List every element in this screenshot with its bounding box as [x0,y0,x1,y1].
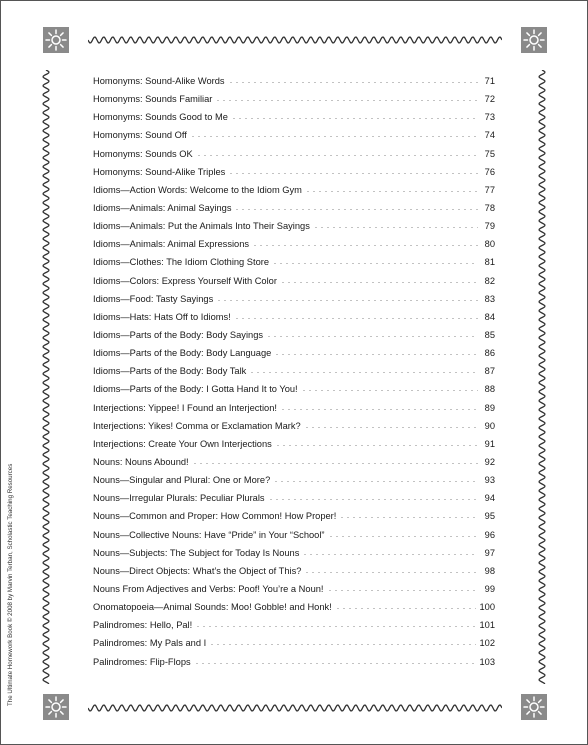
dot-leader [234,209,478,210]
toc-entry [93,544,495,562]
toc-entry-title: Idioms—Parts of the Body: Body Sayings [93,329,264,340]
dot-leader [194,663,477,664]
toc-entry-page: 80 [484,239,495,250]
toc-entry [93,380,495,398]
dot-leader [195,626,476,627]
toc-entry-title: Idioms—Clothes: The Idiom Clothing Store [93,257,270,268]
toc-entry-title: Homonyms: Sounds Good to Me [93,112,228,123]
dot-leader [304,572,478,573]
toc-entry [93,399,495,417]
toc-entry [93,489,495,507]
toc-entry-title: Nouns—Irregular Plurals: Peculiar Plurals [93,493,265,504]
dot-leader [272,263,478,264]
sun-icon [43,694,69,720]
dot-leader [302,554,478,555]
toc-entry-title: Homonyms: Sounds OK [93,148,193,159]
toc-entry [93,507,495,525]
toc-entry-title: Idioms—Animals: Animal Expressions [93,239,250,250]
toc-entry-title: Nouns: Nouns Abound! [93,456,189,467]
toc-entry [93,235,495,253]
toc-entry [93,199,495,217]
toc-entry-title: Homonyms: Sound-Alike Words [93,76,225,86]
dot-leader [190,136,478,137]
toc-entry-title: Homonyms: Sound-Alike Triples [93,166,226,177]
toc-entry-title: Idioms—Parts of the Body: Body Language [93,348,272,359]
toc-entry-title: Homonyms: Sound Off [93,130,187,141]
toc-entry [93,163,495,181]
toc-entry-page: 78 [484,202,495,213]
toc-entry [93,435,495,453]
toc-entry-title: Idioms—Action Words: Welcome to the Idiom Gym [93,184,302,195]
toc-entry-title: Idioms—Animals: Animal Sayings [93,202,232,213]
toc-entry-page: 90 [484,420,495,431]
toc-entry-page: 74 [484,130,495,141]
dot-leader [215,100,478,101]
toc-entry-title: Interjections: Yippee! I Found an Interjection! [93,402,277,413]
toc-entry-title: Homonyms: Sounds Familiar [93,94,213,105]
dot-leader [252,245,478,246]
toc-entry-page: 85 [484,329,495,340]
toc-entry [93,126,495,144]
toc-entry-page: 82 [484,275,495,286]
toc-entry-page: 92 [484,456,495,467]
dot-leader [335,608,477,609]
dot-leader [275,445,478,446]
toc-entry [93,634,495,652]
dot-leader [280,282,478,283]
toc-entry [93,598,495,616]
toc-entry [93,344,495,362]
toc-entry-page: 86 [484,348,495,359]
dot-leader [273,481,478,482]
toc-entry-page: 102 [479,638,495,649]
toc-entry-title: Idioms—Parts of the Body: Body Talk [93,366,247,377]
toc-entry-page: 96 [484,529,495,540]
right-wavy-border [536,70,548,684]
toc-entry-page: 100 [479,602,495,613]
toc-entry [93,616,495,634]
toc-entry-page: 75 [484,148,495,159]
toc-entry-title: Nouns—Common and Proper: How Common! How Proper! [93,511,337,522]
toc-entry [93,145,495,163]
toc-entry-page: 103 [479,656,495,667]
toc-entry-title: Palindromes: Hello, Pal! [93,620,193,631]
dot-leader [266,336,478,337]
toc-entry [93,417,495,435]
toc-entry-page: 83 [484,293,495,304]
toc-entry [93,272,495,290]
toc-entry-title: Idioms—Hats: Hats Off to Idioms! [93,311,231,322]
toc-entry [93,217,495,235]
toc-entry-title: Interjections: Create Your Own Interjections [93,438,272,449]
bottom-wavy-border [88,702,502,714]
toc-entry-title: Nouns From Adjectives and Verbs: Poof! You’re a Noun! [93,583,324,594]
dot-leader [231,118,478,119]
dot-leader [216,300,478,301]
toc-entry-page: 73 [484,112,495,123]
toc-entry-title: Palindromes: Flip-Flops [93,656,191,667]
toc-entry [93,290,495,308]
toc-entry [93,108,495,126]
dot-leader [339,517,478,518]
toc-entry [93,181,495,199]
toc-entry-page: 87 [484,366,495,377]
toc-entry [93,526,495,544]
toc-entry-page: 89 [484,402,495,413]
toc-entry-title: Idioms—Food: Tasty Sayings [93,293,214,304]
dot-leader [228,82,478,83]
toc-entry [93,562,495,580]
dot-leader [192,463,478,464]
toc-entry-page: 77 [484,184,495,195]
toc-entry-title: Idioms—Parts of the Body: I Gotta Hand It to You! [93,384,298,395]
toc-entry-page: 71 [484,76,495,86]
sun-icon [521,694,547,720]
toc-entry [93,308,495,326]
dot-leader [234,318,478,319]
toc-entry-page: 81 [484,257,495,268]
toc-entry-page: 98 [484,565,495,576]
toc-entry-title: Nouns—Direct Objects: What’s the Object of This? [93,565,302,576]
dot-leader [305,191,478,192]
dot-leader [313,227,478,228]
toc-entry-title: Idioms—Animals: Put the Animals Into Their Sayings [93,221,310,232]
toc-entry [93,653,495,671]
toc-entry-title: Nouns—Singular and Plural: One or More? [93,475,271,486]
dot-leader [228,173,478,174]
dot-leader [327,590,479,591]
toc-entry-title: Idioms—Colors: Express Yourself With Color [93,275,277,286]
toc-entry [93,580,495,598]
dot-leader [274,354,478,355]
dot-leader [209,644,476,645]
dot-leader [301,390,478,391]
table-of-contents [93,72,495,671]
toc-entry-page: 95 [484,511,495,522]
toc-entry-page: 97 [484,547,495,558]
dot-leader [249,372,478,373]
top-wavy-border [88,34,502,46]
toc-entry-page: 79 [484,221,495,232]
sun-icon [43,27,69,53]
toc-entry-title: Onomatopoeia—Animal Sounds: Moo! Gobble! and Honk! [93,602,332,613]
toc-entry-page: 99 [484,583,495,594]
toc-entry-page: 93 [484,475,495,486]
left-wavy-border [40,70,52,684]
toc-entry-title: Nouns—Collective Nouns: Have “Pride” in Your “School” [93,529,325,540]
dot-leader [196,155,478,156]
toc-entry-title: Nouns—Subjects: The Subject for Today Is Nouns [93,547,300,558]
dot-leader [268,499,478,500]
toc-entry [93,326,495,344]
dot-leader [304,427,478,428]
sun-icon [521,27,547,53]
copyright-credit: The Ultimate Homework Book © 2008 by Marvin Terban, Scholastic Teaching Resources [7,463,14,706]
toc-entry-page: 101 [479,620,495,631]
dot-leader [280,409,478,410]
toc-entry [93,253,495,271]
toc-entry [93,471,495,489]
toc-entry [93,90,495,108]
toc-entry-title: Palindromes: My Pals and I [93,638,207,649]
toc-entry [93,72,495,90]
dot-leader [328,536,479,537]
toc-entry-title: Interjections: Yikes! Comma or Exclamation Mark? [93,420,301,431]
toc-entry-page: 91 [484,438,495,449]
toc-entry [93,453,495,471]
toc-entry-page: 76 [484,166,495,177]
toc-entry-page: 94 [484,493,495,504]
toc-entry-page: 72 [484,94,495,105]
toc-entry-page: 84 [484,311,495,322]
toc-entry [93,362,495,380]
toc-entry-page: 88 [484,384,495,395]
